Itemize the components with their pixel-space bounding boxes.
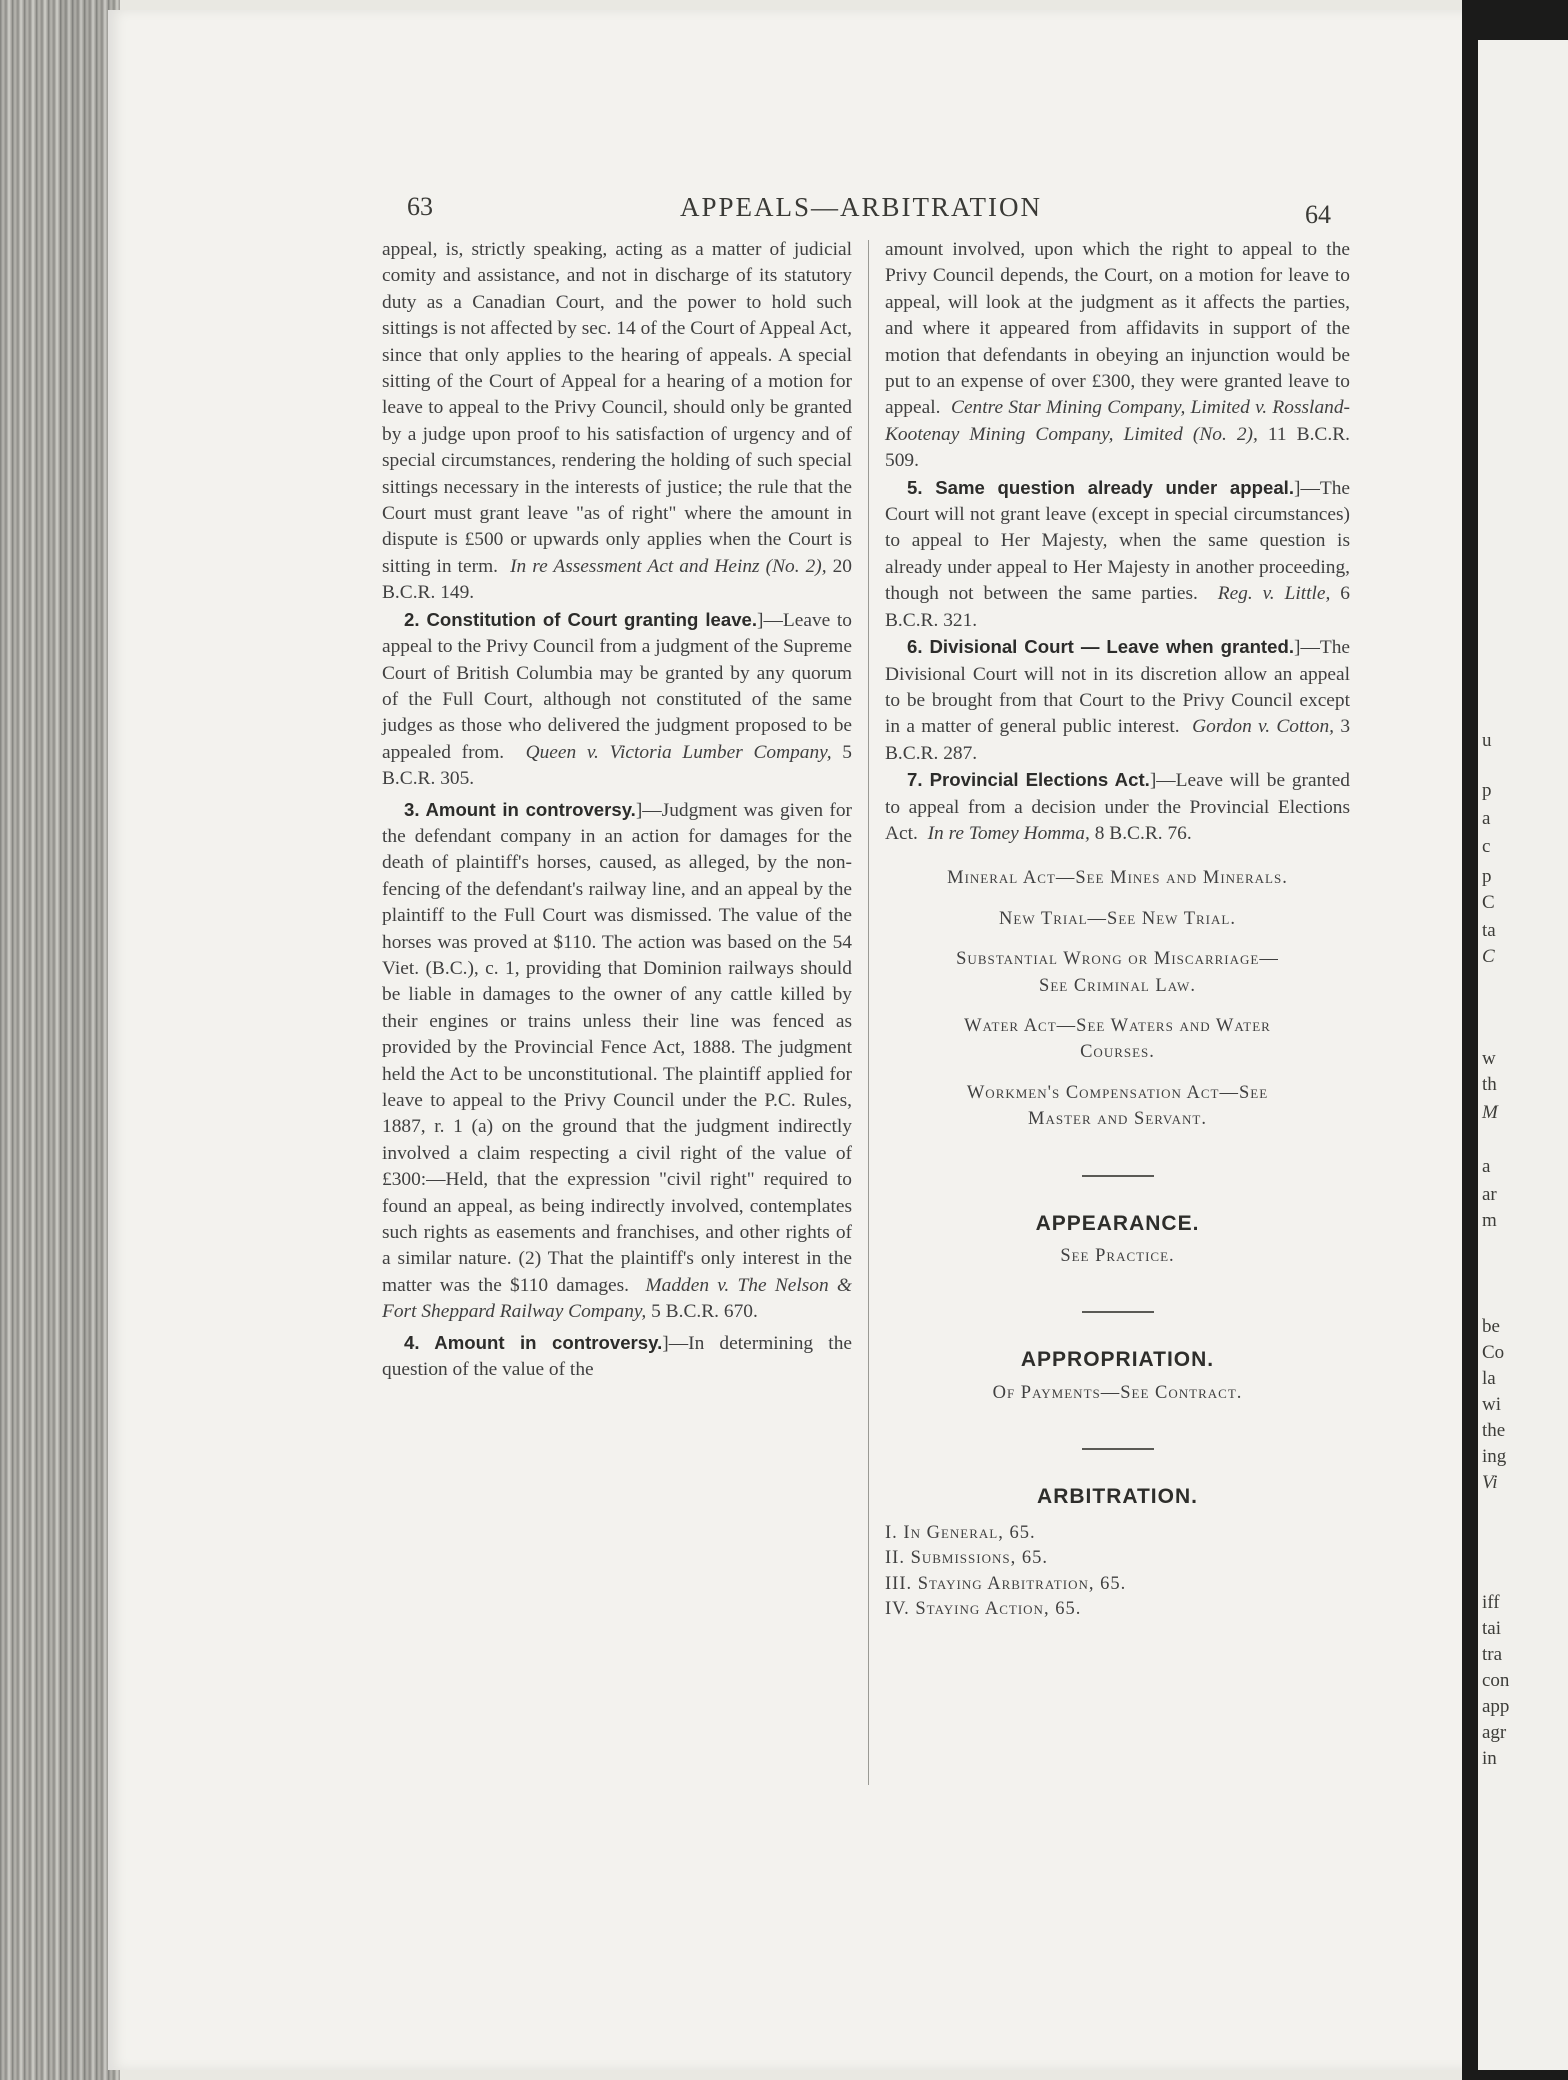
page-number-left: 63 — [407, 192, 433, 221]
cross-reference: Master and Servant. — [1028, 1109, 1207, 1130]
cross-reference: Water Act—See Waters and Water — [964, 1015, 1271, 1036]
next-page-letter-fragment: Vi — [1482, 1472, 1498, 1493]
entry-3: 3. Amount in controversy.]—Judgment was given for the defendant company in an action for damages for the death of plaintiff's horses, caused, as alleged, by the non-fencing of the defendant's railway line, and an appeal by the plaintiff to the Full Court was dismissed. The value of the horses was proved at $110. The action was based on the 54 Viet. (B.C.), c. 1, providing that Dominion railways should be liable in damages to the owner of any cattle killed by their engines or trains unless their line was fenced as provided by the Provincial Fence Act, 1888. The judgment held the Act to be unconstitutional. The plaintiff applied for leave to appeal to the Privy Council under the P.C. Rules, 1887, r. 1 (a) on the ground that the judgment indirectly involved a claim respecting a civil right of the value of £300:—Held, that the expression "civil right" required to found an appeal, as being indirectly involved, contemplates such rights as easements and franchises, and other rights of a similar nature. (2) That the plaintiff's only interest in the matter was the $110 damages. Madden v. The Nelson & Fort Sheppard Railway Company, 5 B.C.R. 670. — [382, 798, 852, 1323]
next-page-letter-fragment: tai — [1482, 1618, 1501, 1639]
entry-7: 7. Provincial Elections Act.]—Leave will be granted to appeal from a decision under the Provincial Elections Act. In re Tomey Homma, 8 B.C.R. 76. — [885, 769, 1350, 844]
case-citation: In re Assessment Act and Heinz (No. 2), — [510, 555, 827, 577]
next-page-letter-fragment: ta — [1482, 920, 1496, 941]
running-header: APPEALS—ARBITRATION — [680, 192, 1043, 222]
next-page-letter-fragment: the — [1482, 1420, 1506, 1441]
cross-reference: New Trial—See New Trial. — [999, 908, 1236, 929]
cross-reference: See Criminal Law. — [1039, 975, 1196, 996]
section-rule — [1082, 1175, 1154, 1177]
next-page-letter-fragment: c — [1482, 836, 1491, 857]
next-page-letter-fragment: ar — [1482, 1184, 1497, 1205]
entry-5: 5. Same question already under appeal.]—The Court will not grant leave (except in special circumstances) to appeal to Her Majesty, when the same question is already under appeal to Her Majesty in another proceeding, though not between the same parties. Reg. v. Little, 6 B.C.R. 321. — [885, 476, 1350, 631]
next-page-letter-fragment: Co — [1482, 1342, 1505, 1363]
continued-paragraph: appeal, is, strictly speaking, acting as a matter of judicial comity and assistance, and not in discharge of its statutory duty as a Canadian Court, and the power to hold such sittings is not affected by sec. 14 of the Court of Appeal Act, since that only applies to the hearing of appeals. A special sitting of the Court of Appeal for a hearing of a motion for leave to appeal to the Privy Council, should only be granted by a judge upon proof to his satisfaction of urgency and of special circumstances, rendering the holding of such special sittings necessary in the interests of justice; the rule that the Court must grant leave "as of right" where the amount in dispute is £500 or upwards only applies when the Court is sitting in term. In re Assessment Act and Heinz (No. 2), 20 B.C.R. 149. — [382, 239, 852, 604]
section-title-appearance: APPEARANCE. — [1035, 1211, 1200, 1235]
adjacent-page-fragment — [1478, 40, 1568, 2070]
next-page-letter-fragment: a — [1482, 1156, 1491, 1177]
section-title-appropriation: APPROPRIATION. — [1020, 1348, 1215, 1372]
case-citation: Centre Star Mining Company, Limited v. Rossland-Kootenay Mining Company, Limited (No. 2), — [885, 397, 1350, 445]
next-page-letter-fragment: la — [1482, 1368, 1496, 1389]
next-page-letter-fragment: agr — [1482, 1722, 1507, 1743]
next-page-letter-fragment: p — [1482, 780, 1492, 801]
next-page-letter-fragment: wi — [1482, 1394, 1501, 1415]
entry-heading: 5. Same question already under appeal. — [907, 476, 1294, 498]
contents-item: III. Staying Arbitration, 65. — [885, 1573, 1127, 1594]
section-see-reference: Of Payments—See Contract. — [992, 1382, 1243, 1403]
next-page-letter-fragment: M — [1482, 1102, 1498, 1123]
next-page-letter-fragment: C — [1482, 946, 1495, 967]
arbitration-contents — [885, 1521, 1350, 1623]
cross-reference: Substantial Wrong or Miscarriage— — [956, 949, 1279, 970]
next-page-letter-fragment: app — [1482, 1696, 1510, 1717]
case-citation: In re Tomey Homma, — [927, 822, 1090, 844]
case-citation: Queen v. Victoria Lumber Company, — [525, 741, 832, 763]
cross-reference: Workmen's Compensation Act—See — [966, 1082, 1269, 1103]
cross-reference: Mineral Act—See Mines and Minerals. — [947, 868, 1288, 889]
contents-item: II. Submissions, 65. — [885, 1548, 1048, 1569]
next-page-letter-fragment: be — [1482, 1316, 1500, 1337]
contents-item: IV. Staying Action, 65. — [885, 1599, 1082, 1620]
continued-paragraph: amount involved, upon which the right to appeal to the Privy Council depends, the Court, on a motion for leave to appeal, will look at the judgment as it affects the parties, and where it appeared from affidavits in support of the motion that defendants in obeying an injunction would be put to an expense of over £300, they were granted leave to appeal. Centre Star Mining Company, Limited v. Rossland-Kootenay Mining Company, Limited (No. 2), 11 B.C.R. 509. — [885, 239, 1350, 472]
next-page-letter-fragment: a — [1482, 808, 1491, 829]
next-page-letter-fragment: ing — [1482, 1446, 1507, 1467]
next-page-letter-fragment: p — [1482, 866, 1492, 887]
case-citation: Reg. v. Little, — [1217, 583, 1331, 605]
next-page-letter-fragment: iff — [1482, 1592, 1500, 1613]
entry-heading: 2. Constitution of Court granting leave. — [404, 608, 758, 630]
case-citation: Madden v. The Nelson & Fort Sheppard Railway Company, — [382, 1274, 852, 1323]
case-citation: Gordon v. Cotton, — [1192, 716, 1335, 738]
next-page-letter-fragment: tra — [1482, 1644, 1503, 1665]
entry-6: 6. Divisional Court — Leave when granted.]—The Divisional Court will not in its discretion allow an appeal to be brought from that Court to the Privy Council except in a matter of general public interest. Gordon v. Cotton, 3 B.C.R. 287. — [885, 636, 1351, 764]
entry-heading: 6. Divisional Court — Leave when granted. — [907, 636, 1294, 658]
next-page-letter-fragment: u — [1482, 730, 1492, 751]
left-column — [382, 237, 852, 1383]
section-title-arbitration: ARBITRATION. — [1037, 1485, 1198, 1509]
entry-heading: 4. Amount in controversy. — [404, 1331, 663, 1353]
next-page-letter-fragment: th — [1482, 1074, 1497, 1095]
contents-item: I. In General, 65. — [885, 1522, 1036, 1543]
cross-reference: Courses. — [1080, 1042, 1155, 1063]
section-rule — [1082, 1311, 1154, 1313]
page-number-right: 64 — [1305, 200, 1331, 229]
entry-heading: 7. Provincial Elections Act. — [907, 769, 1150, 791]
entry-2: 2. Constitution of Court granting leave.]—Leave to appeal to the Privy Council from a judgment of the Supreme Court of British Columbia may be granted by any quorum of the Full Court, although not constituted of the same judges as those who delivered the judgment proposed to be appealed from. Queen v. Victoria Lumber Company, 5 B.C.R. 305. — [382, 608, 852, 790]
next-page-letter-fragment: m — [1482, 1210, 1497, 1231]
next-page-letter-fragment: con — [1482, 1670, 1510, 1691]
column-divider — [868, 240, 869, 1785]
entry-4: 4. Amount in controversy.]—In determining the question of the value of the — [382, 1331, 852, 1381]
next-page-letter-fragment: in — [1482, 1748, 1497, 1769]
entry-heading: 3. Amount in controversy. — [404, 798, 636, 820]
section-rule — [1082, 1448, 1154, 1450]
section-see-reference: See Practice. — [1060, 1246, 1175, 1266]
right-column — [885, 237, 1350, 1623]
next-page-letter-fragment: w — [1482, 1048, 1496, 1069]
next-page-letter-fragment: C — [1482, 892, 1495, 913]
